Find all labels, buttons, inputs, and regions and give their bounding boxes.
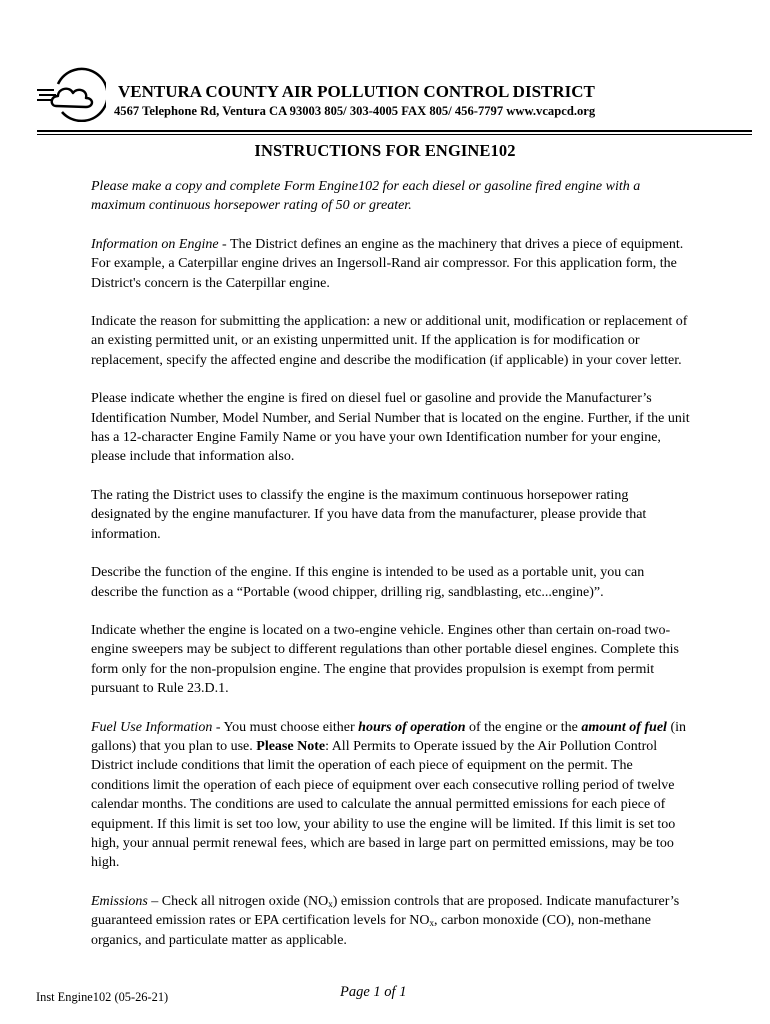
- fuel-use-c: of the engine or the: [465, 719, 582, 735]
- paragraph-two-engine: Indicate whether the engine is located on a two-engine vehicle. Engines other than certain on-road two-engine sweepers may be subject to different regulations than other portable diesel engines. Complete this form only for the non-propulsion engine. The engine that provides propulsion is exempt from permit pursuant to Rule 23.D.1.: [91, 622, 679, 697]
- header-rule: [37, 130, 752, 132]
- paragraph-function: Describe the function of the engine. If this engine is intended to be used as a portable unit, you can describe the function as a “Portable (wood chipper, drilling rig, sandblasting, etc...engine)”.: [91, 565, 645, 600]
- fuel-use-a: - You must choose either: [212, 719, 359, 735]
- emissions-a: – Check all nitrogen oxide (NO: [147, 893, 329, 909]
- paragraph-rating: The rating the District uses to classify the engine is the maximum continuous horsepower rating designated by the engine manufacturer. If you have data from the manufacturer, please provide that information.: [91, 487, 647, 542]
- paragraph-fuel-type: Please indicate whether the engine is fired on diesel fuel or gasoline and provide the Manufacturer’s Identification Number, Model Number, and Serial Number that is located on the engine. Further, if the unit has a 12-character Engine Family Name or you have your own Identification number for your engine, please include that information also.: [91, 391, 690, 465]
- paragraph-reason: Indicate the reason for submitting the application: a new or additional unit, modification or replacement of an existing permitted unit, or an existing unpermitted unit. If the application is for modification or replacement, specify the affected engine and describe the modification (if applicable) in your cover letter.: [91, 314, 688, 368]
- emissions-b: ) emission controls that are proposed. Indicate manufacturer’s guaranteed emission rates or EPA certification levels for NO: [91, 893, 680, 929]
- fuel-use-amount: amount of fuel: [581, 719, 667, 735]
- emissions-sub1: x: [328, 898, 333, 909]
- emissions-c: , carbon monoxide (CO), non-methane organics, and particulate matter as applicable.: [91, 913, 651, 948]
- paragraph-emissions: [91, 892, 691, 950]
- fuel-use-e: (in gallons) that you plan to use.: [91, 719, 687, 754]
- header-rule-thin: [37, 134, 752, 135]
- engine-info-label: Information on Engine: [91, 236, 219, 252]
- engine-info-text: - The District defines an engine as the machinery that drives a piece of equipment. For example, a Caterpillar engine drives an Ingersoll-Rand air compressor. For this application form, the District's concern is the Caterpillar engine.: [91, 236, 684, 291]
- fuel-use-g: : All Permits to Operate issued by the Air Pollution Control District include conditions that limit the operation of each piece of equipment on the permit. The conditions limit the operation of each piece of equipment over each consecutive rolling period of twelve calendar months. The conditions are used to calculate the annual permitted emissions for each piece of equipment. If this limit is set too low, your ability to use the engine will be limited. If this limit is set too high, your annual permit renewal fees, which are based in large part on permitted emissions, may be too high.: [91, 738, 676, 871]
- org-name: VENTURA COUNTY AIR POLLUTION CONTROL DISTRICT: [118, 82, 595, 101]
- emissions-sub2: x: [429, 918, 434, 929]
- paragraph-engine-info: [91, 235, 691, 293]
- fuel-use-hours: hours of operation: [358, 719, 466, 735]
- form-id: Inst Engine102 (05-26-21): [36, 990, 169, 1004]
- fuel-use-label: Fuel Use Information: [91, 719, 213, 735]
- paragraph-intro: Please make a copy and complete Form Engine102 for each diesel or gasoline fired engine with a maximum continuous horsepower rating of 50 or greater.: [91, 179, 641, 214]
- page-number: Page 1 of 1: [340, 984, 407, 1000]
- cloud-wind-icon: [36, 66, 106, 122]
- document-body: [91, 177, 691, 969]
- document-title: INSTRUCTIONS FOR ENGINE102: [254, 141, 516, 160]
- org-address: 4567 Telephone Rd, Ventura CA 93003 805/ 303-4005 FAX 805/ 456-7797 www.vcapcd.org: [114, 104, 596, 118]
- fuel-use-note: Please Note: [256, 738, 326, 754]
- paragraph-fuel-use: [91, 718, 691, 873]
- emissions-label: Emissions: [91, 893, 148, 909]
